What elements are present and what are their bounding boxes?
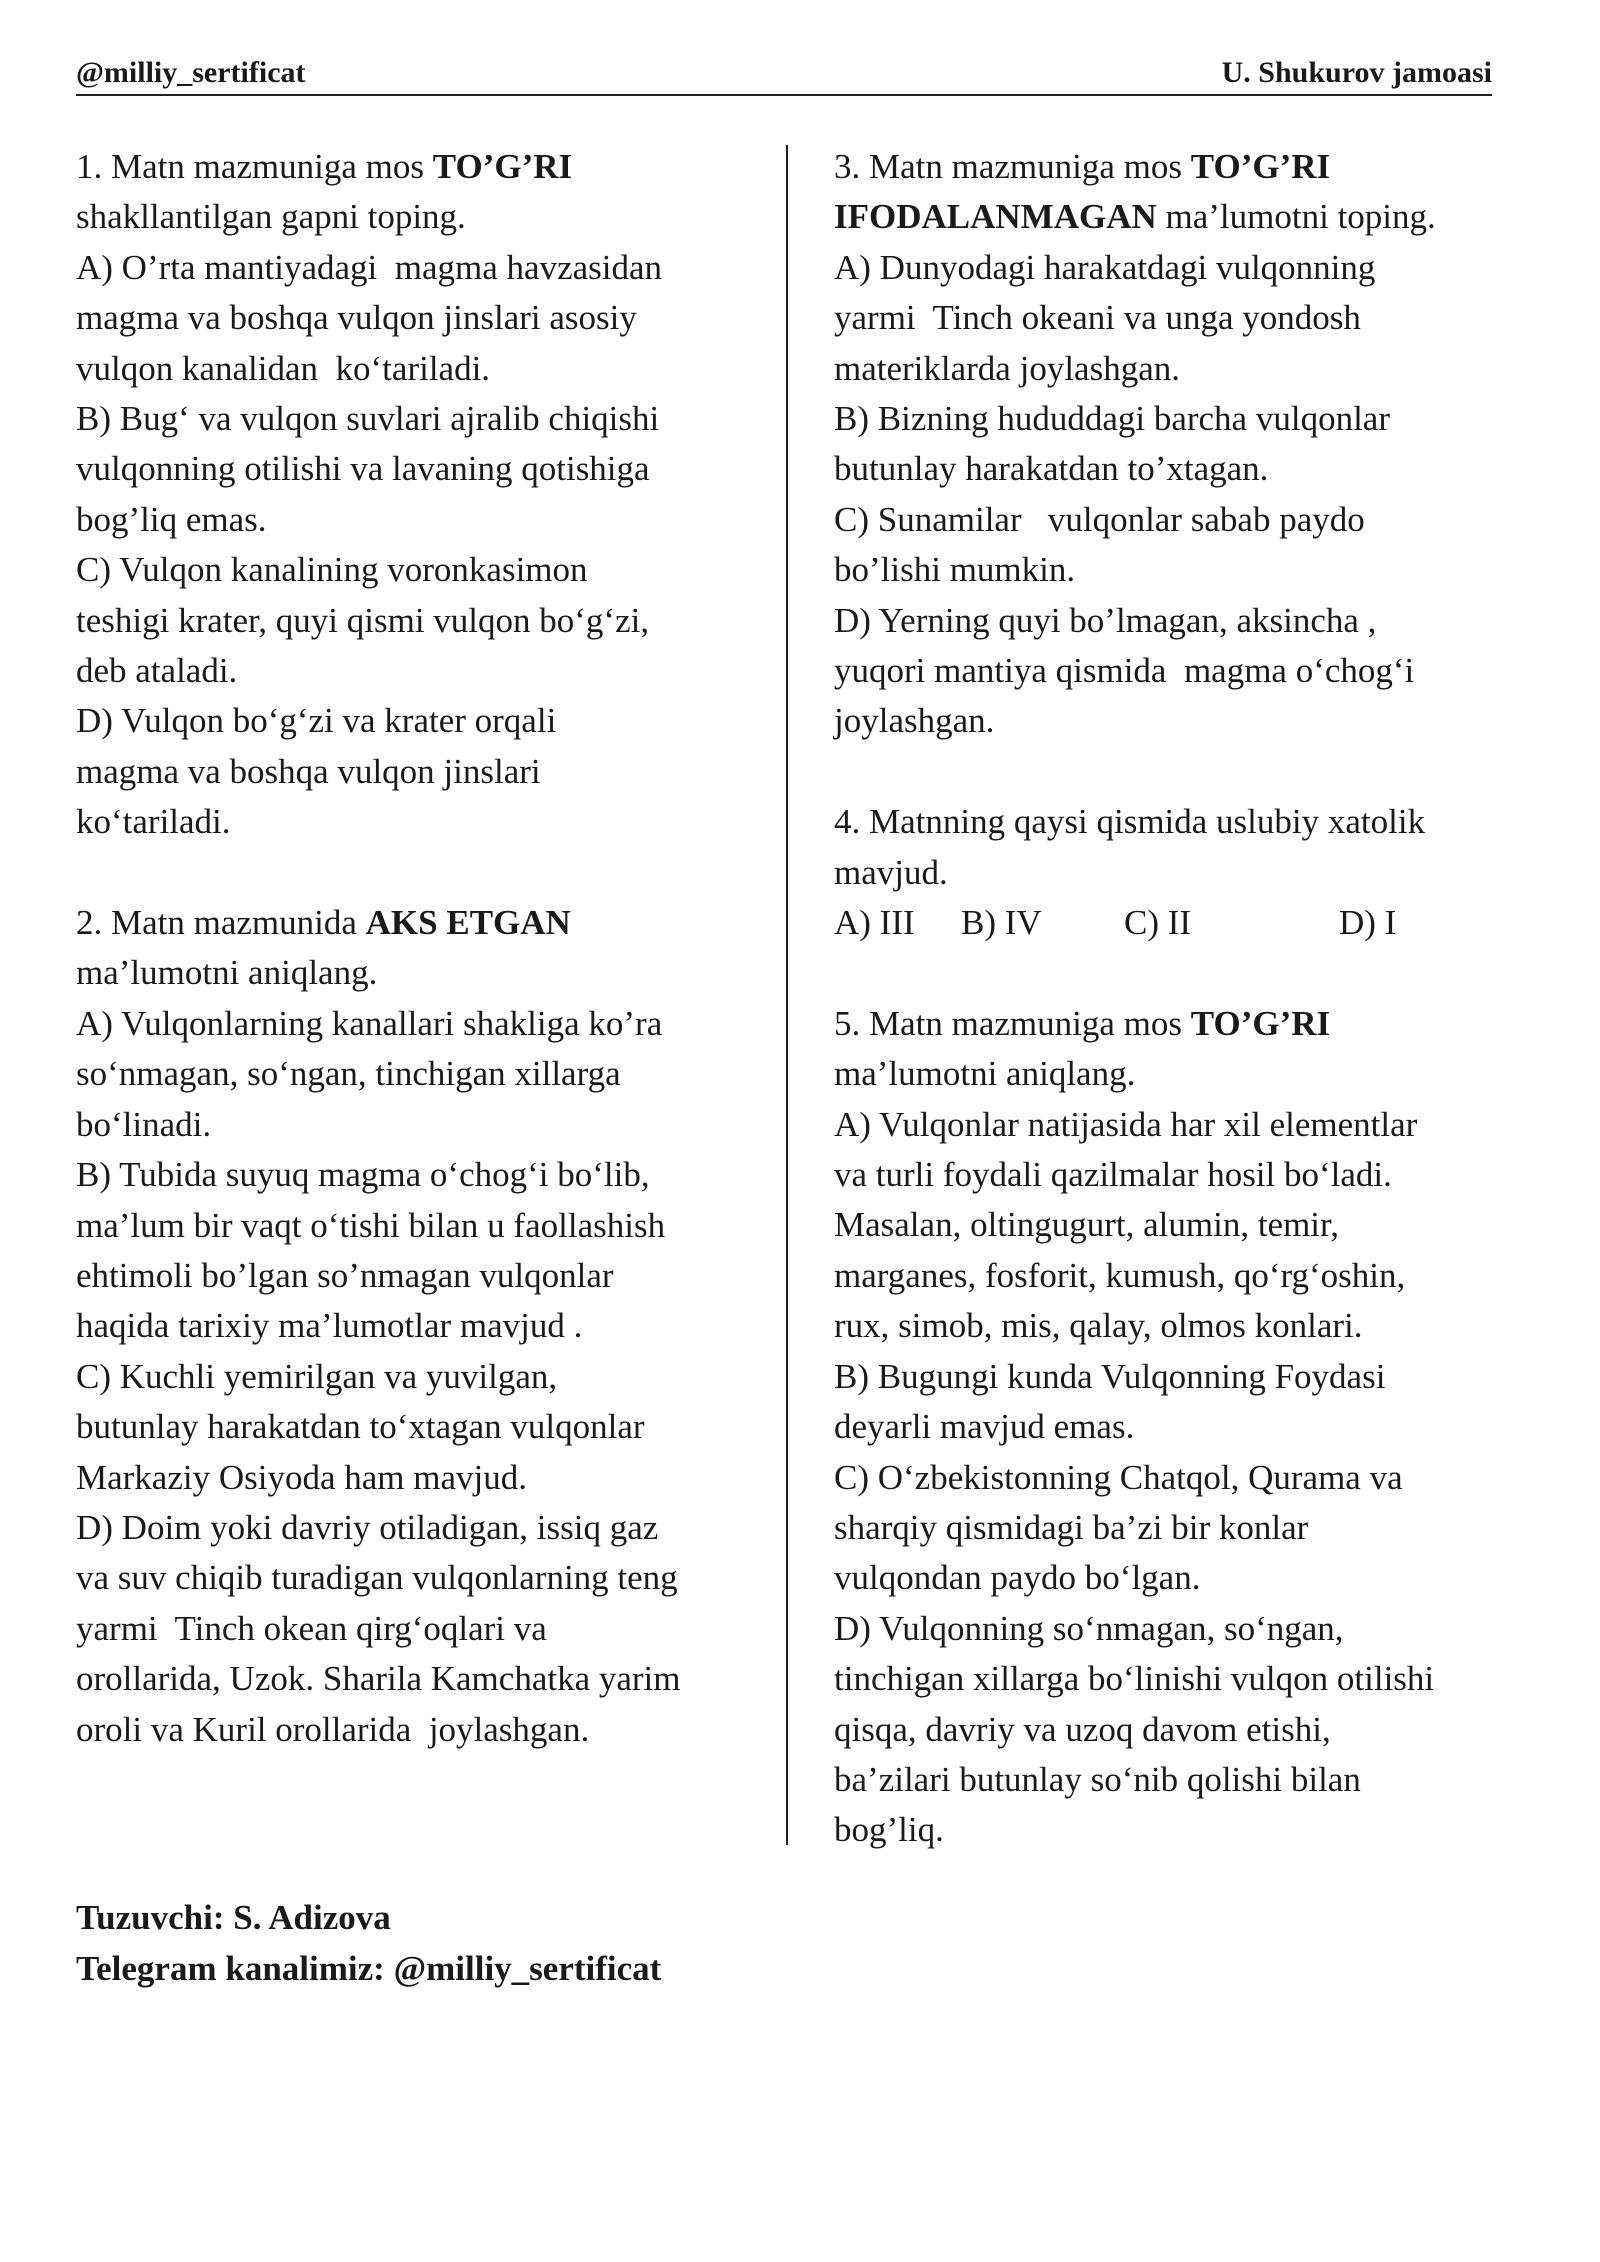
question-4-answers [834, 898, 1514, 948]
text-line: magma va boshqa vulqon jinslari [76, 751, 541, 791]
question-1-lines [76, 192, 756, 847]
text-line: Masalan, oltingugurt, alumin, temir, [834, 1205, 1340, 1245]
question-3-lines [834, 243, 1514, 747]
text-line: A) Dunyodagi harakatdagi vulqonning [834, 247, 1376, 287]
text-line: va turli foydali qazilmalar hosil bo‘ladi. [834, 1155, 1392, 1195]
header-channel-handle: @milliy_sertificat [76, 56, 306, 89]
question-5-title [834, 999, 1514, 1049]
footer-author: Tuzuvchi: S. Adizova [76, 1898, 391, 1937]
text-line: magma va boshqa vulqon jinslari asosiy [76, 298, 637, 338]
text-line: marganes, fosforit, kumush, qo‘rg‘oshin, [834, 1255, 1406, 1295]
text-line: rux, simob, mis, qalay, olmos konlari. [834, 1306, 1363, 1346]
question-3-prefix: 3. Matn mazmuniga mos [834, 147, 1191, 186]
column-divider [786, 145, 788, 1845]
text-line: so‘nmagan, so‘ngan, tinchigan xillarga [76, 1054, 621, 1094]
text-line: C) Kuchli yemirilgan va yuvilgan, [76, 1356, 558, 1396]
text-line: tinchigan xillarga bo‘linishi vulqon otilishi [834, 1659, 1435, 1699]
question-3-keyword-1: TO’G’RI [1190, 147, 1331, 186]
page-header [76, 52, 1492, 96]
text-line: D) Doim yoki davriy otiladigan, issiq gaz [76, 1507, 659, 1547]
text-line: vulqonning otilishi va lavaning qotishiga [76, 449, 650, 489]
question-5-lines [834, 1049, 1514, 1856]
text-line: butunlay harakatdan to‘xtagan vulqonlar [76, 1407, 645, 1447]
text-line: vulqondan paydo bo‘lgan. [834, 1558, 1201, 1598]
text-line: teshigi krater, quyi qismi vulqon bo‘g‘zi, [76, 600, 650, 640]
text-line: A) Vulqonlarning kanallari shakliga ko’ra [76, 1003, 663, 1043]
text-line: 4. Matnning qaysi qismida uslubiy xatolik [834, 802, 1426, 842]
answer-option-a: A) III [834, 903, 915, 943]
text-line: D) Yerning quyi bo’lmagan, aksincha , [834, 600, 1377, 640]
question-3-title [834, 142, 1514, 192]
text-line: D) Vulqon bo‘g‘zi va krater orqali [76, 701, 557, 741]
text-line: vulqon kanalidan ko‘tariladi. [76, 348, 491, 388]
question-1-prefix: 1. Matn mazmuniga mos [76, 147, 433, 186]
question-3-title-line-2 [834, 192, 1514, 242]
header-team-name: U. Shukurov jamoasi [1221, 56, 1492, 89]
text-line: orollarida, Uzok. Sharila Kamchatka yarim [76, 1659, 681, 1699]
text-line: yuqori mantiya qismida magma o‘chog‘i [834, 651, 1415, 691]
question-2-title [76, 898, 756, 948]
text-line: mavjud. [834, 852, 948, 892]
question-2-lines [76, 948, 756, 1755]
text-line: ma’lumotni aniqlang. [834, 1054, 1136, 1094]
question-3-keyword-2: IFODALANMAGAN [834, 197, 1157, 237]
footer-telegram-channel: Telegram kanalimiz: @milliy_sertificat [76, 1949, 662, 1988]
text-line: bog’liq. [834, 1810, 944, 1850]
text-line: ba’zilari butunlay so‘nib qolishi bilan [834, 1759, 1361, 1799]
text-line: A) Vulqonlar natijasida har xil elementlar [834, 1104, 1418, 1144]
text-line: qisqa, davriy va uzoq davom etishi, [834, 1709, 1331, 1749]
text-line: B) Bizning hududdagi barcha vulqonlar [834, 399, 1390, 439]
text-line: yarmi Tinch okean qirg‘oqlari va [76, 1608, 547, 1648]
question-2-keyword: AKS ETGAN [365, 903, 571, 943]
question-1 [76, 142, 756, 848]
question-3-suffix: ma’lumotni toping. [1156, 197, 1436, 237]
question-4 [834, 797, 1514, 948]
text-line: deyarli mavjud emas. [834, 1407, 1135, 1447]
question-5-prefix: 5. Matn mazmuniga mos [834, 1003, 1191, 1043]
text-line: ehtimoli bo’lgan so’nmagan vulqonlar [76, 1255, 614, 1295]
text-line: ma’lumotni aniqlang. [76, 953, 378, 993]
text-line: deb ataladi. [76, 651, 238, 691]
text-line: materiklarda joylashgan. [834, 348, 1180, 388]
text-line: C) Sunamilar vulqonlar sabab paydo [834, 499, 1365, 539]
question-2-prefix: 2. Matn mazmunida [76, 903, 366, 943]
answer-option-d: D) I [1339, 903, 1397, 943]
question-5 [834, 999, 1514, 1856]
text-line: butunlay harakatdan to’xtagan. [834, 449, 1269, 489]
text-line: sharqiy qismidagi ba’zi bir konlar [834, 1507, 1309, 1547]
text-line: oroli va Kuril orollarida joylashgan. [76, 1709, 590, 1749]
text-line: bog’liq emas. [76, 499, 267, 539]
question-4-lines [834, 797, 1514, 898]
text-line: bo’lishi mumkin. [834, 550, 1076, 590]
text-line: haqida tarixiy ma’lumotlar mavjud . [76, 1306, 583, 1346]
text-line: B) Bugungi kunda Vulqonning Foydasi [834, 1356, 1386, 1396]
question-3 [834, 142, 1514, 747]
answer-option-c: C) II [1124, 903, 1192, 943]
text-line: Markaziy Osiyoda ham mavjud. [76, 1457, 528, 1497]
left-column [76, 142, 756, 1755]
text-line: joylashgan. [834, 701, 995, 741]
question-1-keyword: TO’G’RI [432, 147, 573, 186]
text-line: ma’lum bir vaqt o‘tishi bilan u faollashish [76, 1205, 666, 1245]
page-footer [76, 1892, 661, 1994]
text-line: shakllantilgan gapni toping. [76, 197, 466, 237]
text-line: B) Bug‘ va vulqon suvlari ajralib chiqishi [76, 399, 660, 439]
text-line: va suv chiqib turadigan vulqonlarning teng [76, 1558, 678, 1598]
text-line: bo‘linadi. [76, 1104, 212, 1144]
question-5-keyword: TO’G’RI [1190, 1003, 1331, 1043]
text-line: D) Vulqonning so‘nmagan, so‘ngan, [834, 1608, 1344, 1648]
question-1-title [76, 142, 756, 192]
text-line: yarmi Tinch okeani va unga yondosh [834, 298, 1361, 338]
right-column [834, 142, 1514, 1856]
text-line: C) O‘zbekistonning Chatqol, Qurama va [834, 1457, 1403, 1497]
text-line: A) O’rta mantiyadagi magma havzasidan [76, 247, 663, 287]
text-line: ko‘tariladi. [76, 802, 231, 842]
answer-option-b: B) IV [961, 903, 1042, 943]
question-2 [76, 898, 756, 1755]
text-line: B) Tubida suyuq magma o‘chog‘i bo‘lib, [76, 1155, 650, 1195]
text-line: C) Vulqon kanalining voronkasimon [76, 550, 588, 590]
